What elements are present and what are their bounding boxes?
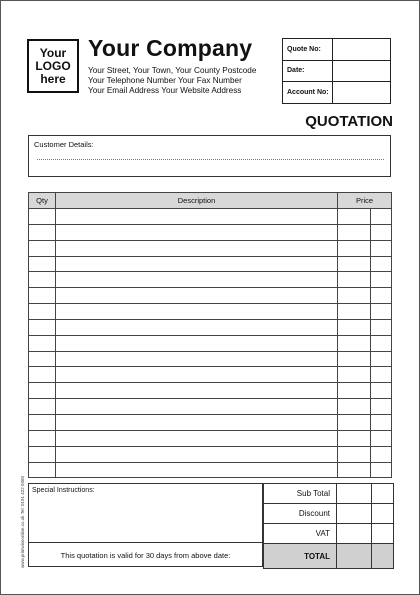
price-pence-cell[interactable] bbox=[371, 319, 392, 335]
table-row bbox=[29, 430, 392, 446]
price-cell[interactable] bbox=[338, 288, 371, 304]
company-web: Your Email Address Your Website Address bbox=[88, 86, 242, 95]
vat-value[interactable] bbox=[337, 524, 372, 544]
table-row bbox=[29, 209, 392, 225]
price-pence-cell[interactable] bbox=[371, 399, 392, 415]
vat-pence[interactable] bbox=[372, 524, 394, 544]
logo-text: Your LOGO here bbox=[35, 45, 71, 86]
description-cell[interactable] bbox=[56, 414, 338, 430]
items-table bbox=[28, 192, 392, 478]
validity-text: This quotation is valid for 30 days from above date: bbox=[60, 551, 231, 560]
qty-cell[interactable] bbox=[29, 367, 56, 383]
total-label: TOTAL bbox=[264, 544, 337, 569]
price-pence-cell[interactable] bbox=[371, 335, 392, 351]
price-pence-cell[interactable] bbox=[371, 414, 392, 430]
price-cell[interactable] bbox=[338, 462, 371, 478]
qty-cell[interactable] bbox=[29, 399, 56, 415]
qty-cell[interactable] bbox=[29, 351, 56, 367]
quote-no-field[interactable] bbox=[333, 39, 391, 61]
qty-cell[interactable] bbox=[29, 383, 56, 399]
table-row bbox=[29, 399, 392, 415]
price-cell[interactable] bbox=[338, 224, 371, 240]
price-cell[interactable] bbox=[338, 256, 371, 272]
price-cell[interactable] bbox=[338, 399, 371, 415]
description-cell[interactable] bbox=[56, 288, 338, 304]
price-cell[interactable] bbox=[338, 319, 371, 335]
qty-cell[interactable] bbox=[29, 446, 56, 462]
logo-placeholder bbox=[27, 39, 79, 93]
items-body bbox=[29, 209, 392, 478]
date-field[interactable] bbox=[333, 60, 391, 82]
qty-cell[interactable] bbox=[29, 272, 56, 288]
date-label: Date: bbox=[283, 60, 333, 82]
total-pence[interactable] bbox=[372, 544, 394, 569]
subtotal-value[interactable] bbox=[337, 484, 372, 504]
table-row bbox=[29, 272, 392, 288]
table-row bbox=[29, 383, 392, 399]
account-no-label: Account No: bbox=[283, 82, 333, 104]
company-name: Your Company bbox=[88, 35, 253, 61]
price-cell[interactable] bbox=[338, 351, 371, 367]
price-pence-cell[interactable] bbox=[371, 240, 392, 256]
description-cell[interactable] bbox=[56, 430, 338, 446]
table-row bbox=[29, 256, 392, 272]
customer-details-box[interactable] bbox=[28, 135, 391, 177]
subtotal-label: Sub Total bbox=[264, 484, 337, 504]
table-row bbox=[29, 240, 392, 256]
company-address: Your Street, Your Town, Your County Postcode bbox=[88, 66, 257, 75]
customer-details-label: Customer Details: bbox=[34, 140, 94, 149]
description-cell[interactable] bbox=[56, 446, 338, 462]
price-cell[interactable] bbox=[338, 430, 371, 446]
price-pence-cell[interactable] bbox=[371, 462, 392, 478]
description-cell[interactable] bbox=[56, 256, 338, 272]
description-cell[interactable] bbox=[56, 319, 338, 335]
special-instructions-box[interactable] bbox=[28, 483, 263, 567]
price-pence-cell[interactable] bbox=[371, 430, 392, 446]
customer-dotted-line bbox=[37, 159, 384, 160]
table-row bbox=[29, 367, 392, 383]
price-header: Price bbox=[338, 193, 392, 209]
price-pence-cell[interactable] bbox=[371, 272, 392, 288]
discount-label: Discount bbox=[264, 504, 337, 524]
price-pence-cell[interactable] bbox=[371, 304, 392, 320]
description-cell[interactable] bbox=[56, 462, 338, 478]
price-pence-cell[interactable] bbox=[371, 351, 392, 367]
table-row bbox=[29, 462, 392, 478]
price-pence-cell[interactable] bbox=[371, 446, 392, 462]
description-cell[interactable] bbox=[56, 272, 338, 288]
description-cell[interactable] bbox=[56, 367, 338, 383]
qty-cell[interactable] bbox=[29, 304, 56, 320]
price-pence-cell[interactable] bbox=[371, 383, 392, 399]
table-row bbox=[29, 304, 392, 320]
table-row bbox=[29, 224, 392, 240]
reference-table bbox=[282, 38, 391, 104]
qty-header: Qty bbox=[29, 193, 56, 209]
table-row bbox=[29, 414, 392, 430]
price-cell[interactable] bbox=[338, 209, 371, 225]
description-cell[interactable] bbox=[56, 351, 338, 367]
qty-cell[interactable] bbox=[29, 414, 56, 430]
special-instructions-label: Special Instructions: bbox=[32, 487, 95, 494]
quote-no-label: Quote No: bbox=[283, 39, 333, 61]
subtotal-pence[interactable] bbox=[372, 484, 394, 504]
total-value[interactable] bbox=[337, 544, 372, 569]
table-row bbox=[29, 446, 392, 462]
price-cell[interactable] bbox=[338, 414, 371, 430]
document-title: QUOTATION bbox=[305, 113, 393, 130]
discount-value[interactable] bbox=[337, 504, 372, 524]
qty-cell[interactable] bbox=[29, 224, 56, 240]
account-no-field[interactable] bbox=[333, 82, 391, 104]
price-cell[interactable] bbox=[338, 383, 371, 399]
discount-pence[interactable] bbox=[372, 504, 394, 524]
price-cell[interactable] bbox=[338, 304, 371, 320]
totals-table bbox=[263, 483, 394, 569]
price-pence-cell[interactable] bbox=[371, 209, 392, 225]
qty-cell[interactable] bbox=[29, 288, 56, 304]
price-pence-cell[interactable] bbox=[371, 256, 392, 272]
price-cell[interactable] bbox=[338, 240, 371, 256]
description-cell[interactable] bbox=[56, 304, 338, 320]
description-cell[interactable] bbox=[56, 209, 338, 225]
qty-cell[interactable] bbox=[29, 256, 56, 272]
qty-cell[interactable] bbox=[29, 462, 56, 478]
description-cell[interactable] bbox=[56, 224, 338, 240]
qty-cell[interactable] bbox=[29, 430, 56, 446]
printer-side-text: www.printwiseonline.co.uk Tel: 0191 422 0360 bbox=[20, 476, 25, 568]
price-cell[interactable] bbox=[338, 367, 371, 383]
table-row bbox=[29, 319, 392, 335]
vat-label: VAT bbox=[264, 524, 337, 544]
table-row bbox=[29, 288, 392, 304]
price-pence-cell[interactable] bbox=[371, 288, 392, 304]
description-cell[interactable] bbox=[56, 240, 338, 256]
qty-cell[interactable] bbox=[29, 319, 56, 335]
description-cell[interactable] bbox=[56, 383, 338, 399]
description-cell[interactable] bbox=[56, 399, 338, 415]
price-cell[interactable] bbox=[338, 335, 371, 351]
description-cell[interactable] bbox=[56, 335, 338, 351]
validity-note bbox=[29, 542, 262, 568]
table-row bbox=[29, 351, 392, 367]
qty-cell[interactable] bbox=[29, 240, 56, 256]
table-row bbox=[29, 335, 392, 351]
qty-cell[interactable] bbox=[29, 335, 56, 351]
company-phones: Your Telephone Number Your Fax Number bbox=[88, 76, 242, 85]
price-pence-cell[interactable] bbox=[371, 224, 392, 240]
description-header: Description bbox=[56, 193, 338, 209]
price-cell[interactable] bbox=[338, 272, 371, 288]
qty-cell[interactable] bbox=[29, 209, 56, 225]
price-pence-cell[interactable] bbox=[371, 367, 392, 383]
price-cell[interactable] bbox=[338, 446, 371, 462]
